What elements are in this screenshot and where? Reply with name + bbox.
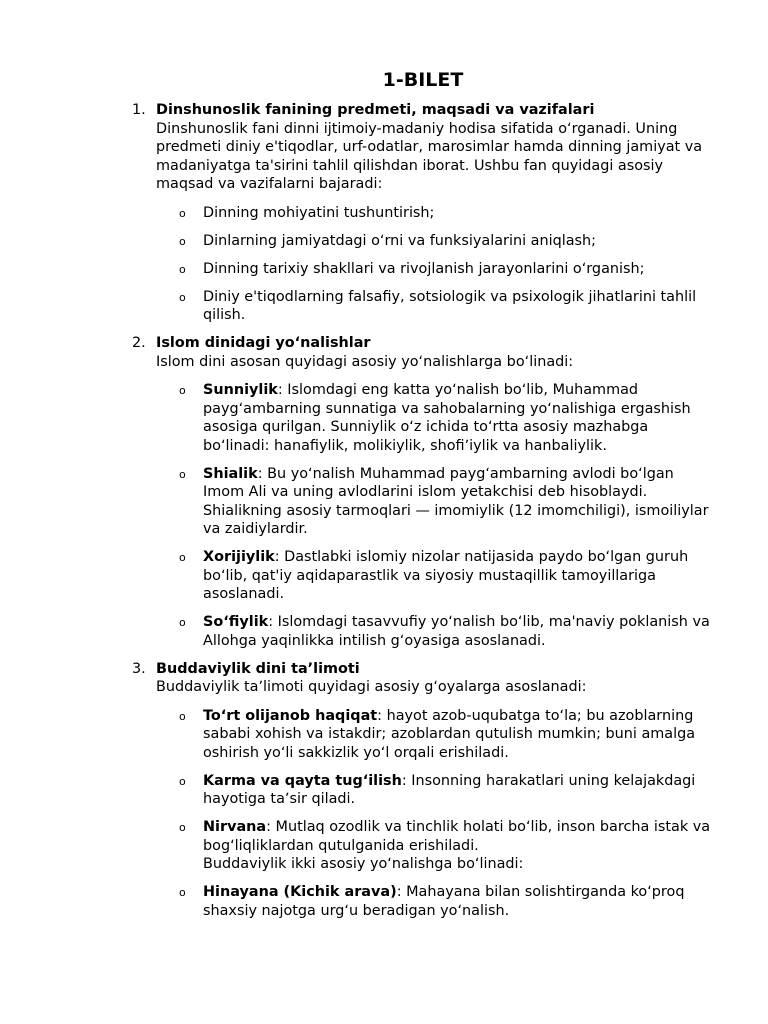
bullet-term: Nirvana xyxy=(203,819,267,835)
section-heading: Dinshunoslik fanining predmeti, maqsadi va vazifalari xyxy=(156,102,595,118)
circle-bullet-icon: o xyxy=(179,774,186,788)
bullet-text: Dinlarning jamiyatdagi oʻrni va funksiyalarini aniqlash; xyxy=(203,232,596,249)
bullet-term: Toʻrt olijanob haqiqat xyxy=(203,707,378,724)
bullet-text: : Mahayana bilan solishtirganda koʻproq shaxsiy najotga urgʻu beradigan yoʻnalish. xyxy=(203,884,685,919)
section-number: 2. xyxy=(132,335,146,351)
circle-bullet-icon: o xyxy=(179,467,186,481)
circle-bullet-icon: o xyxy=(179,886,186,899)
bullet-text: : hayot azob-uqubatga toʻla; bu azoblarning sababi xohish va istakdir; azoblardan qutulish mumkin; buni amalga oshirish yoʻli sakkizlik yoʻl orqali erishiladi. xyxy=(203,707,696,761)
circle-bullet-icon: o xyxy=(179,709,186,723)
section-1 xyxy=(0,101,768,325)
list-item xyxy=(156,883,716,920)
bullet-text: Dinning mohiyatini tushuntirish; xyxy=(203,204,435,221)
bullet-list xyxy=(156,381,716,650)
circle-bullet-icon: o xyxy=(179,234,186,248)
bullet-text: : Insonning harakatlari uning kelajakdagi hayotiga taʼsir qiladi. xyxy=(203,772,696,807)
section-2 xyxy=(0,334,768,650)
bullet-text: Dinning tarixiy shakllari va rivojlanish jarayonlarini oʻrganish; xyxy=(203,260,645,277)
bullet-text: : Islomdagi eng katta yoʻnalish boʻlib, Muhammad paygʻambarning sunnatiga va sahobalarning yoʻnalishiga ergashish asosiga qurilgan. Sunniylik oʻz ichida toʻrtta asosiy mazhabga boʻlinadi: hanafiylik, molikiylik, shofiʼiylik va hanbaliylik. xyxy=(203,382,691,454)
bullet-list xyxy=(156,204,716,325)
circle-bullet-icon: o xyxy=(179,384,186,397)
section-intro: Dinshunoslik fani dinni ijtimoiy-madaniy hodisa sifatida oʻrganadi. Uning predmeti diniy e'tiqodlar, urf-odatlar, marosimlar hamda dinning jamiyat va madaniyatga ta'sirini tahlil qilishdan iborat. Ushbu fan quyidagi asosiy maqsad va vazifalarni bajaradi: xyxy=(156,120,703,192)
circle-bullet-icon: o xyxy=(179,206,186,220)
list-item xyxy=(156,381,716,455)
list-item xyxy=(156,232,716,251)
bullet-term: Xorijiylik xyxy=(203,549,275,565)
section-intro: Islom dini asosan quyidagi asosiy yoʻnalishlarga boʻlinadi: xyxy=(156,353,574,370)
page-title: 1-BILET xyxy=(382,69,464,91)
bullet-list xyxy=(156,707,716,921)
list-item xyxy=(156,288,716,325)
circle-bullet-icon: o xyxy=(179,290,186,304)
list-item xyxy=(156,548,716,604)
list-item xyxy=(156,465,716,539)
bullet-text: : Bu yoʻnalish Muhammad paygʻambarning avlodi boʻlgan Imom Ali va uning avlodlarini islom yetakchisi deb hisoblaydi. Shialikning asosiy tarmoqlari — imomiylik (12 imomchiligi), ismoiliylar va zaidiylardir. xyxy=(203,465,709,537)
bullet-text: : Islomdagi tasavvufiy yoʻnalish boʻlib, ma'naviy poklanish va Allohga yaqinlikka intilish gʻoyasiga asoslanadi. xyxy=(203,614,710,649)
circle-bullet-icon: o xyxy=(179,616,186,629)
list-item xyxy=(156,260,716,279)
bullet-term: Sunniylik xyxy=(203,382,278,398)
list-item xyxy=(156,772,716,809)
bullet-term: Shialik xyxy=(203,465,258,482)
section-heading: Buddaviylik dini taʼlimoti xyxy=(156,660,360,677)
list-item xyxy=(156,818,716,874)
bullet-text: Diniy e'tiqodlarning falsafiy, sotsiologik va psixologik jihatlarini tahlil qilish. xyxy=(203,288,697,323)
section-3 xyxy=(0,660,768,921)
section-list xyxy=(0,101,768,930)
section-number: 1. xyxy=(132,102,146,118)
bullet-term: Soʻfiylik xyxy=(203,614,269,630)
list-item xyxy=(156,204,716,223)
bullet-text: : Dastlabki islomiy nizolar natijasida paydo boʻlgan guruh boʻlib, qat'iy aqidaparastlik va siyosiy mustaqillik tamoyillariga asoslanadi. xyxy=(203,549,689,602)
list-item xyxy=(156,613,716,650)
bullet-term: Karma va qayta tugʻilish xyxy=(203,772,402,789)
section-intro: Buddaviylik taʼlimoti quyidagi asosiy gʻoyalarga asoslanadi: xyxy=(156,679,587,695)
section-number: 3. xyxy=(132,660,146,677)
circle-bullet-icon: o xyxy=(179,551,186,564)
bullet-extra-text: Buddaviylik ikki asosiy yoʻnalishga boʻlinadi: xyxy=(203,856,524,872)
circle-bullet-icon: o xyxy=(179,821,186,834)
circle-bullet-icon: o xyxy=(179,262,186,276)
bullet-text: : Mutlaq ozodlik va tinchlik holati boʻlib, inson barcha istak va bogʻliqliklardan qutulganida erishiladi. xyxy=(203,819,711,854)
section-heading: Islom dinidagi yoʻnalishlar xyxy=(156,335,371,351)
list-item xyxy=(156,707,716,763)
bullet-term: Hinayana (Kichik arava) xyxy=(203,884,397,900)
